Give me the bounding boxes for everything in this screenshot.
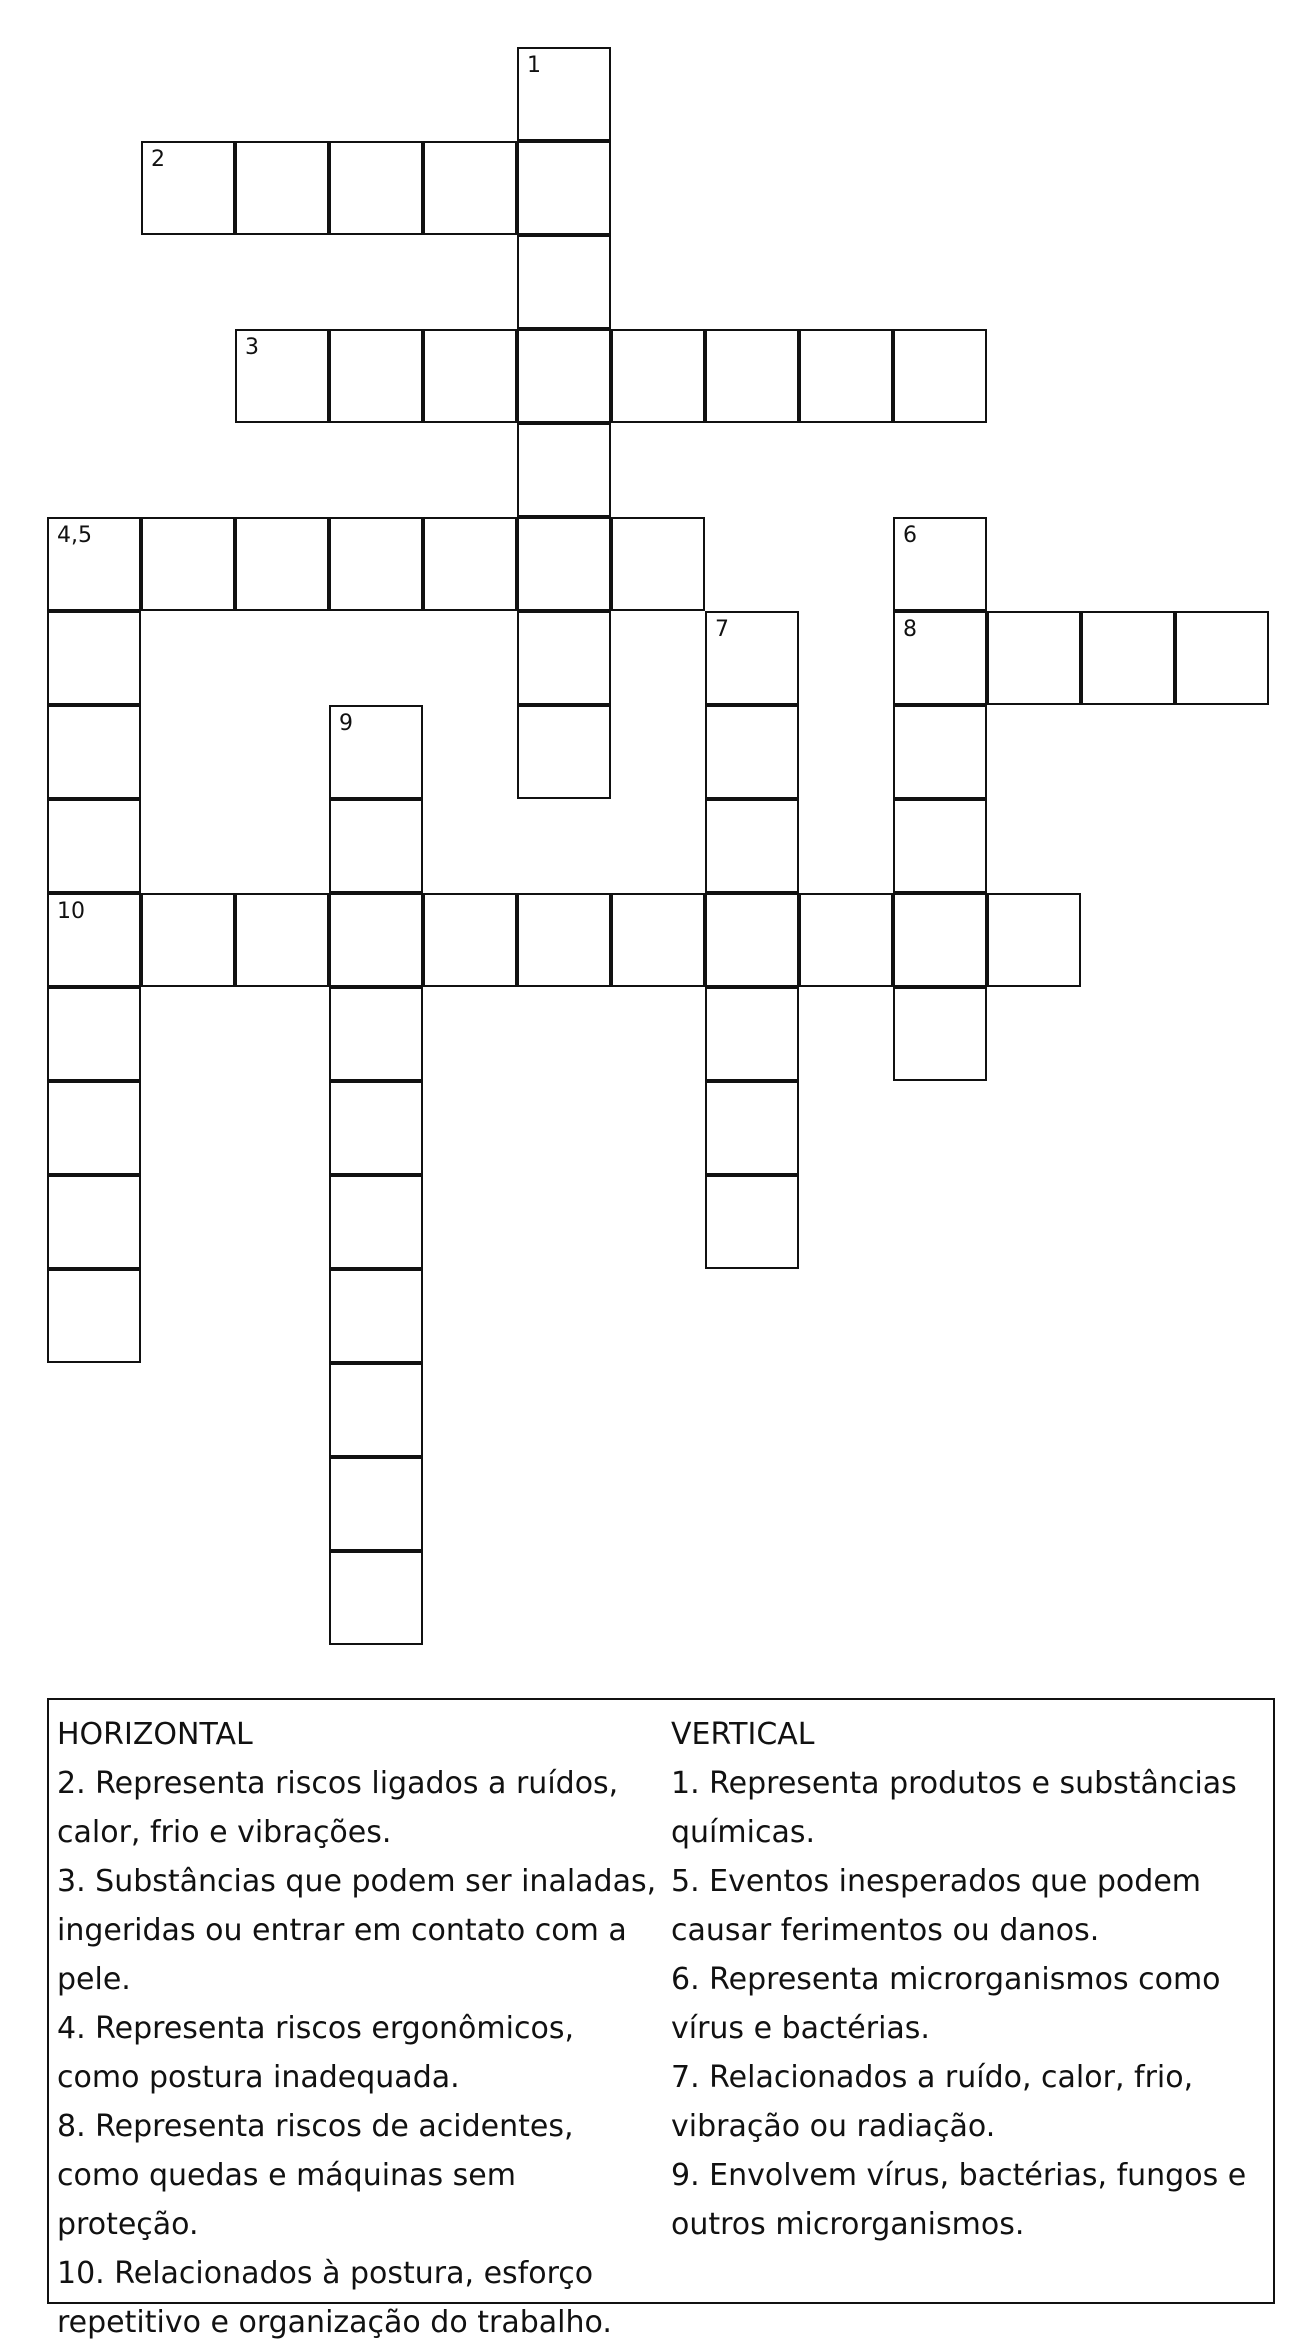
grid-cell[interactable] (611, 517, 705, 611)
grid-cell[interactable] (705, 799, 799, 893)
clue-box (47, 1698, 1275, 2340)
grid-cell[interactable] (329, 799, 423, 893)
grid-cell[interactable] (517, 705, 611, 799)
clue-number: 4,5 (57, 523, 92, 548)
vertical-clue-7: 7. Relacionados a ruído, calor, frio, vibração ou radiação. (671, 2060, 1194, 2144)
grid-cell[interactable] (893, 611, 987, 705)
grid-cell[interactable] (329, 517, 423, 611)
clue-number: 6 (903, 523, 917, 548)
clue-number: 10 (57, 899, 85, 924)
grid-cell[interactable] (141, 141, 235, 235)
grid-cell[interactable] (235, 329, 329, 423)
grid-cell[interactable] (517, 235, 611, 329)
grid-cell[interactable] (47, 611, 141, 705)
grid-cell[interactable] (329, 1081, 423, 1175)
grid-cell[interactable] (47, 1081, 141, 1175)
grid-cell[interactable] (893, 705, 987, 799)
horizontal-clues (57, 1710, 657, 2347)
vertical-clue-1: 1. Representa produtos e substâncias químicas. (671, 1766, 1237, 1850)
grid-cell[interactable] (517, 47, 611, 141)
clue-number: 2 (151, 147, 165, 172)
grid-cell[interactable] (705, 987, 799, 1081)
grid-cell[interactable] (423, 141, 517, 235)
clue-number: 7 (715, 617, 729, 642)
grid-cell[interactable] (47, 799, 141, 893)
grid-cell[interactable] (893, 517, 987, 611)
grid-cell[interactable] (611, 329, 705, 423)
grid-cell[interactable] (47, 1269, 141, 1363)
vertical-clues (671, 1710, 1271, 2249)
grid-cell[interactable] (893, 329, 987, 423)
horizontal-clue-8: 8. Representa riscos de acidentes, como quedas e máquinas sem proteção. (57, 2109, 574, 2242)
grid-cell[interactable] (705, 611, 799, 705)
grid-cell[interactable] (423, 517, 517, 611)
grid-cell[interactable] (517, 893, 611, 987)
grid-cell[interactable] (47, 893, 141, 987)
grid-cell[interactable] (329, 1269, 423, 1363)
grid-cell[interactable] (329, 987, 423, 1081)
grid-cell[interactable] (1175, 611, 1269, 705)
grid-cell[interactable] (987, 893, 1081, 987)
grid-cell[interactable] (329, 1551, 423, 1645)
grid-cell[interactable] (235, 141, 329, 235)
grid-cell[interactable] (47, 517, 141, 611)
grid-cell[interactable] (705, 1081, 799, 1175)
grid-cell[interactable] (1081, 611, 1175, 705)
grid-cell[interactable] (423, 893, 517, 987)
vertical-clue-9: 9. Envolvem vírus, bactérias, fungos e outros microrganismos. (671, 2158, 1247, 2242)
grid-cell[interactable] (329, 1457, 423, 1551)
clue-number: 1 (527, 53, 541, 78)
grid-cell[interactable] (799, 329, 893, 423)
grid-cell[interactable] (47, 1175, 141, 1269)
grid-cell[interactable] (517, 329, 611, 423)
grid-cell[interactable] (517, 141, 611, 235)
grid-cell[interactable] (611, 893, 705, 987)
grid-cell[interactable] (329, 329, 423, 423)
horizontal-clue-2: 2. Representa riscos ligados a ruídos, calor, frio e vibrações. (57, 1766, 619, 1850)
grid-cell[interactable] (329, 1363, 423, 1457)
grid-cell[interactable] (705, 329, 799, 423)
grid-cell[interactable] (329, 893, 423, 987)
grid-cell[interactable] (329, 141, 423, 235)
grid-cell[interactable] (705, 1175, 799, 1269)
clue-number: 3 (245, 335, 259, 360)
grid-cell[interactable] (705, 705, 799, 799)
clue-number: 9 (339, 711, 353, 736)
grid-cell[interactable] (517, 517, 611, 611)
grid-cell[interactable] (47, 987, 141, 1081)
grid-cell[interactable] (329, 1175, 423, 1269)
grid-cell[interactable] (517, 611, 611, 705)
grid-cell[interactable] (329, 705, 423, 799)
grid-cell[interactable] (517, 423, 611, 517)
vertical-clue-5: 5. Eventos inesperados que podem causar ferimentos ou danos. (671, 1864, 1202, 1948)
grid-cell[interactable] (893, 987, 987, 1081)
grid-cell[interactable] (141, 893, 235, 987)
horizontal-heading: HORIZONTAL (57, 1717, 253, 1752)
grid-cell[interactable] (893, 799, 987, 893)
grid-cell[interactable] (705, 893, 799, 987)
grid-cell[interactable] (47, 705, 141, 799)
vertical-heading: VERTICAL (671, 1717, 815, 1752)
horizontal-clue-10: 10. Relacionados à postura, esforço repetitivo e organização do trabalho. (57, 2256, 612, 2340)
horizontal-clue-3: 3. Substâncias que podem ser inaladas, ingeridas ou entrar em contato com a pele. (57, 1864, 657, 1997)
clue-number: 8 (903, 617, 917, 642)
grid-cell[interactable] (141, 517, 235, 611)
grid-cell[interactable] (423, 329, 517, 423)
grid-cell[interactable] (987, 611, 1081, 705)
grid-cell[interactable] (235, 893, 329, 987)
horizontal-clue-4: 4. Representa riscos ergonômicos, como postura inadequada. (57, 2011, 574, 2095)
grid-cell[interactable] (893, 893, 987, 987)
grid-cell[interactable] (235, 517, 329, 611)
grid-cell[interactable] (799, 893, 893, 987)
vertical-clue-6: 6. Representa microrganismos como vírus e bactérias. (671, 1962, 1221, 2046)
